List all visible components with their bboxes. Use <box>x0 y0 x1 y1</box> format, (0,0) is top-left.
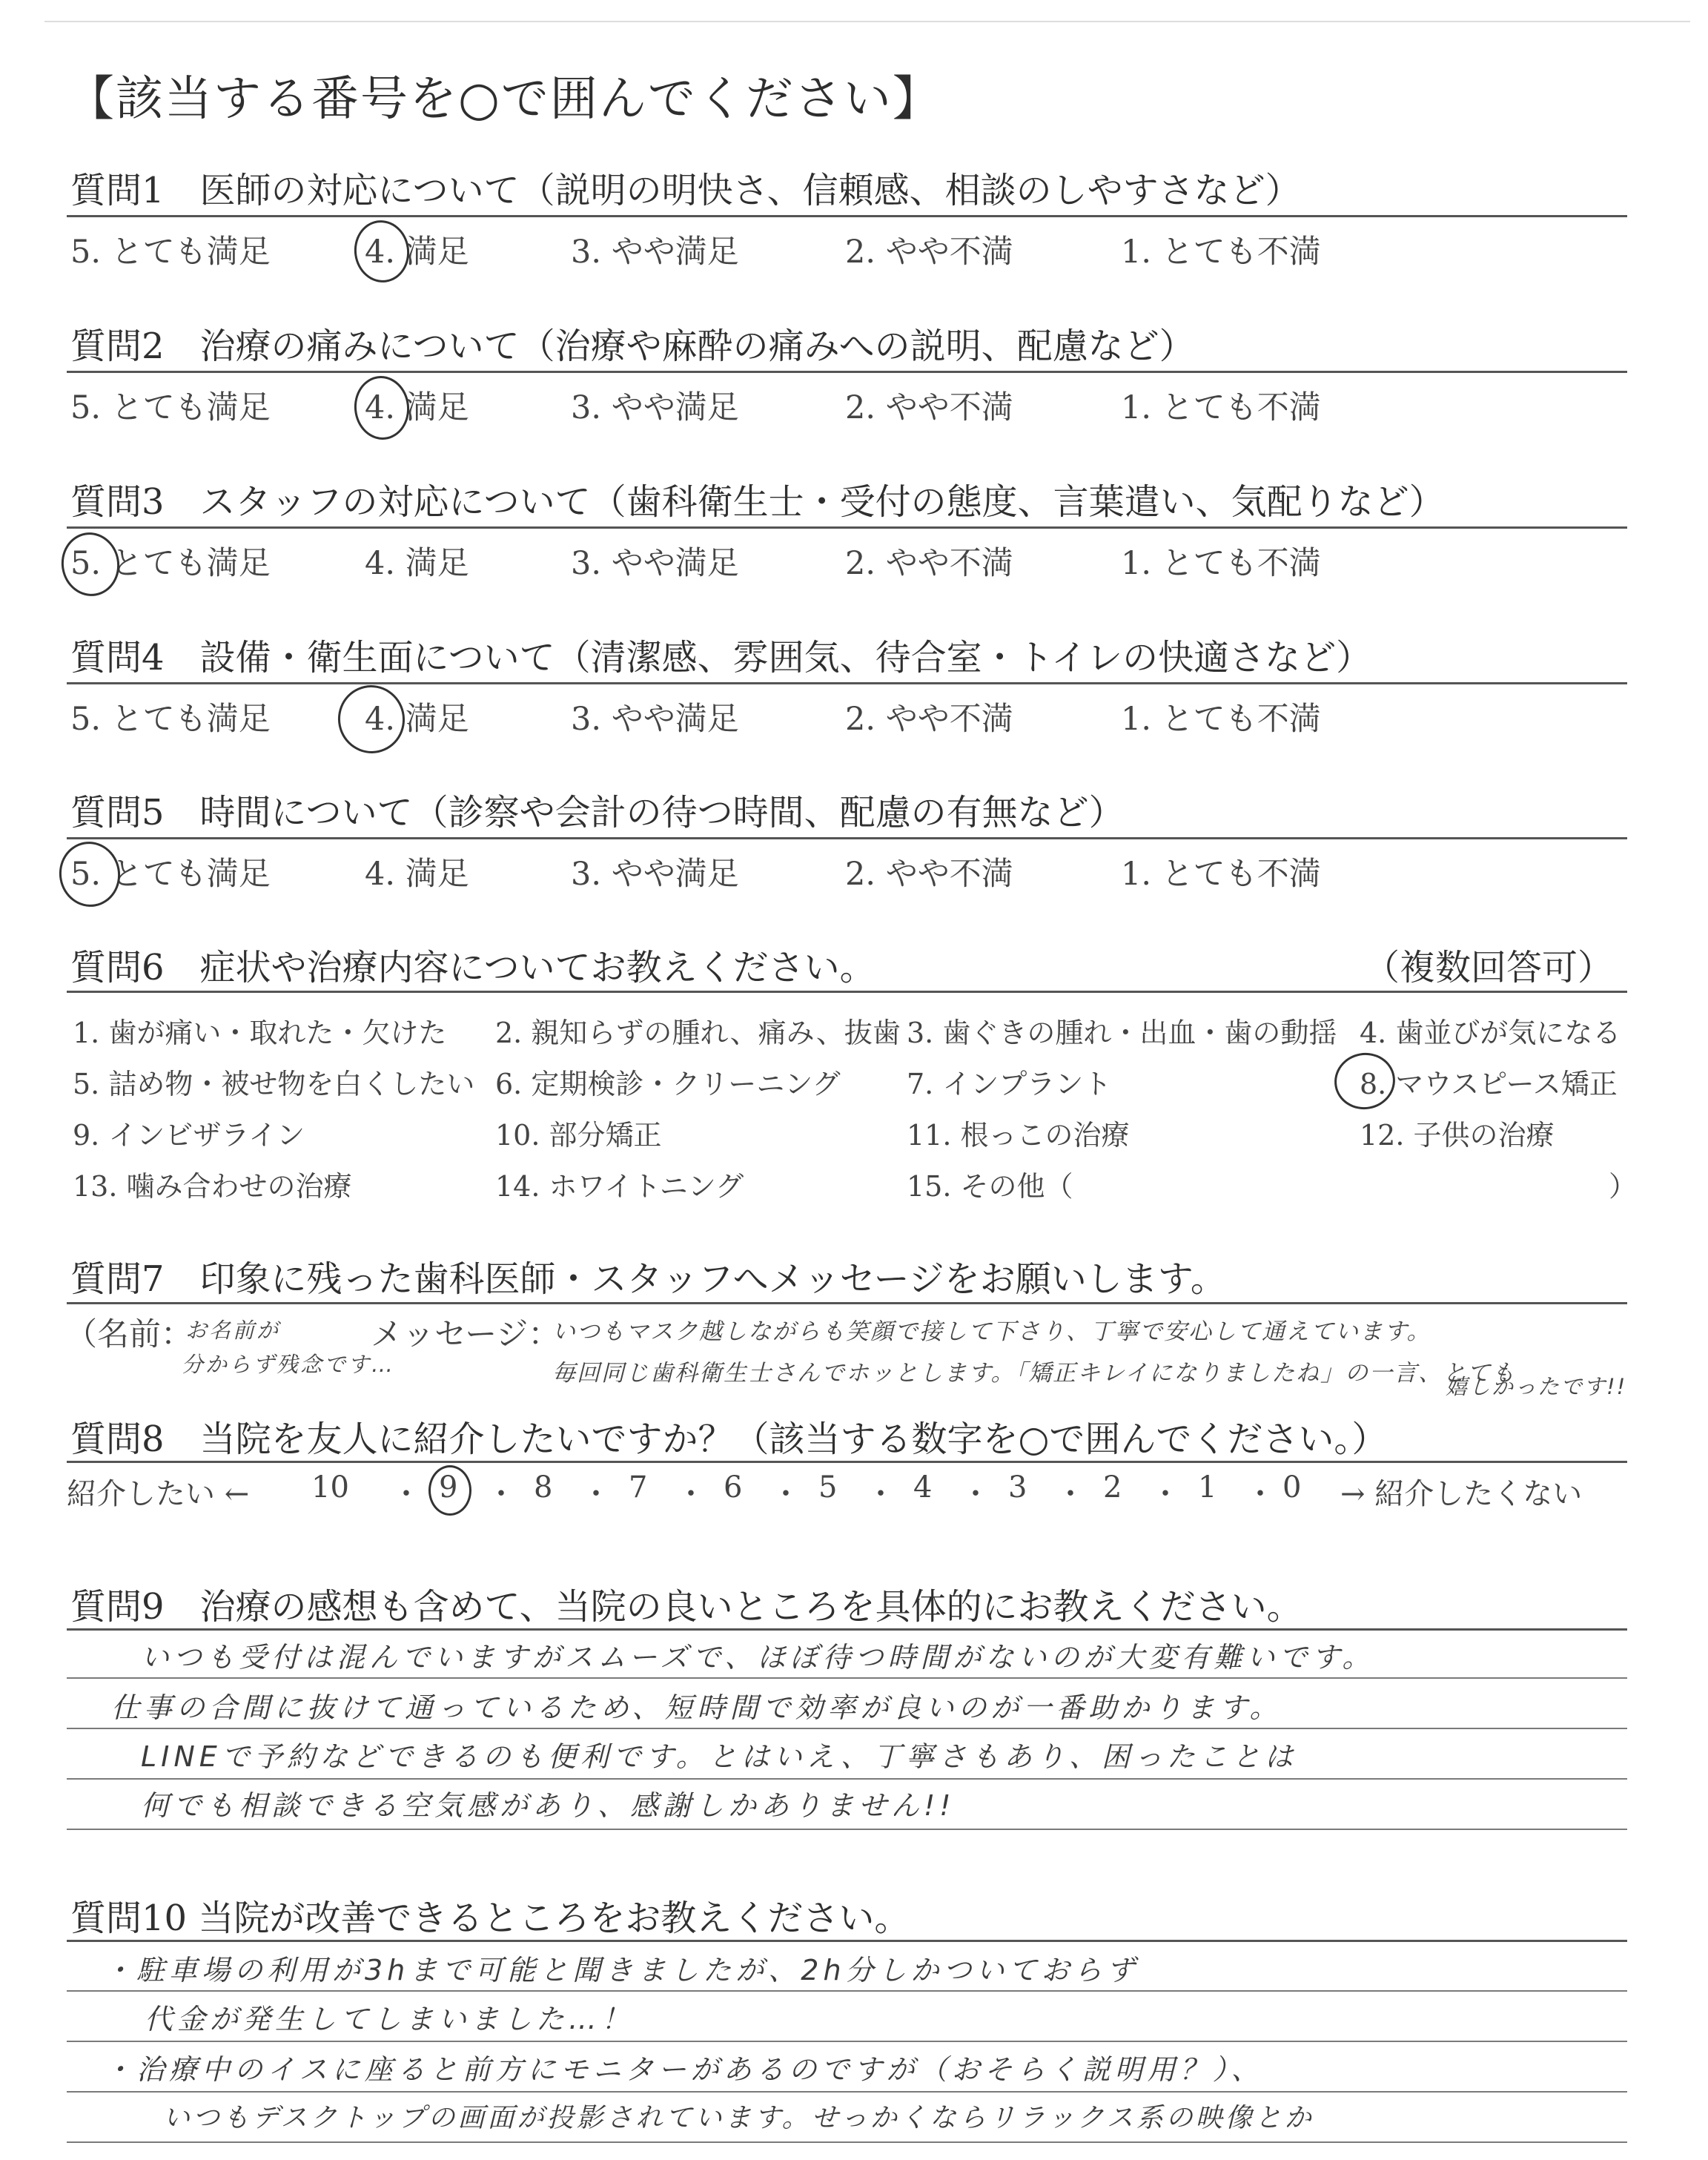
q8-scale-7[interactable]: 7 <box>629 1470 648 1505</box>
question-4-rule <box>67 682 1627 684</box>
q8-scale-0[interactable]: 0 <box>1282 1470 1302 1505</box>
question-9-title: 質問9 治療の感想も含めて、当院の良いところを具体的にお教えください。 <box>70 1586 1302 1628</box>
q6-option-8[interactable]: 8. マウスピース矯正 <box>1360 1068 1618 1100</box>
q2-option-1[interactable]: 1. とても不満 <box>1121 389 1321 426</box>
q8-scale-1[interactable]: 1 <box>1198 1470 1217 1505</box>
q8-scale-dot: ・ <box>581 1477 611 1511</box>
q8-scale-4[interactable]: 4 <box>913 1470 933 1505</box>
q6-other-close-paren: ） <box>1609 1170 1638 1203</box>
q10-answer-line-3: ・治療中のイスに座ると前方にモニターがあるのですが（おそらく説明用？）、 <box>104 2053 1264 2086</box>
q8-selection-circle <box>428 1465 471 1516</box>
q7-message-line-1: いつもマスク越しながらも笑顔で接して下さり、丁寧で安心して通えています。 <box>552 1318 1431 1345</box>
question-6-multiple-note: （複数回答可） <box>1364 947 1614 988</box>
q10-answer-line-2: 代金が発生してしまいました…！ <box>145 2003 635 2035</box>
q9-writing-line <box>67 1677 1627 1679</box>
q6-option-15-other[interactable]: 15. その他（ <box>907 1170 1073 1203</box>
question-2-title: 質問2 治療の痛みについて（治療や麻酔の痛みへの説明、配慮など） <box>70 326 1195 367</box>
question-8-rule <box>67 1461 1627 1463</box>
q8-scale-3[interactable]: 3 <box>1008 1470 1027 1505</box>
q9-writing-line <box>67 1728 1627 1729</box>
q4-selection-circle <box>331 679 411 760</box>
q1-option-4[interactable]: 4. 満足 <box>365 234 469 271</box>
top-scan-line <box>44 21 1690 22</box>
q8-scale-2[interactable]: 2 <box>1103 1470 1122 1505</box>
q8-scale-dot: ・ <box>961 1477 990 1511</box>
q8-scale-10[interactable]: 10 <box>311 1470 349 1505</box>
q9-answer-line-3: LINEで予約などできるのも便利です。とはいえ、丁寧さもあり、困ったことは <box>141 1740 1298 1773</box>
question-5-title: 質問5 時間について（診察や会計の待つ時間、配慮の有無など） <box>70 792 1125 833</box>
question-10-rule <box>67 1940 1627 1942</box>
question-6-title: 質問6 症状や治療内容についてお教えください。 <box>70 947 875 988</box>
q2-option-3[interactable]: 3. やや満足 <box>571 389 739 426</box>
q10-writing-line <box>67 2141 1627 2143</box>
q6-option-10[interactable]: 10. 部分矯正 <box>495 1119 662 1152</box>
question-7-rule <box>67 1302 1627 1304</box>
q4-option-4[interactable]: 4. 満足 <box>365 701 469 738</box>
q6-option-13[interactable]: 13. 噛み合わせの治療 <box>73 1170 352 1203</box>
q1-option-2[interactable]: 2. やや不満 <box>845 234 1013 271</box>
q5-selection-circle <box>54 837 125 912</box>
q7-message-line-2: 毎回同じ歯科衛生士さんでホッとします。「矯正キレイになりましたね」の一言、とても <box>552 1360 1517 1387</box>
q6-option-6[interactable]: 6. 定期検診・クリーニング <box>495 1068 841 1100</box>
question-6-rule <box>67 991 1627 993</box>
question-2-rule <box>67 371 1627 373</box>
question-9-rule <box>67 1628 1627 1631</box>
question-3-title: 質問3 スタッフの対応について（歯科衛生士・受付の態度、言葉遣い、気配りなど） <box>70 481 1445 523</box>
q4-option-1[interactable]: 1. とても不満 <box>1121 701 1321 738</box>
question-3-rule <box>67 526 1627 529</box>
question-8-title: 質問8 当院を友人に紹介したいですか？（該当する数字を○で囲んでください。） <box>70 1418 1388 1460</box>
q3-option-5[interactable]: 5. とても満足 <box>70 545 271 582</box>
q8-scale-dot: ・ <box>676 1477 706 1511</box>
q6-option-1[interactable]: 1. 歯が痛い・取れた・欠けた <box>73 1017 447 1049</box>
q5-option-3[interactable]: 3. やや満足 <box>571 856 739 893</box>
q6-option-9[interactable]: 9. インビザライン <box>73 1119 305 1152</box>
q4-option-2[interactable]: 2. やや不満 <box>845 701 1013 738</box>
q1-option-5[interactable]: 5. とても満足 <box>70 234 271 271</box>
q8-scale-8[interactable]: 8 <box>534 1470 553 1505</box>
q6-selection-circle <box>1330 1048 1400 1114</box>
q9-answer-line-2: 仕事の合間に抜けて通っているため、短時間で効率が良いのが一番助かります。 <box>111 1691 1282 1724</box>
q4-option-3[interactable]: 3. やや満足 <box>571 701 739 738</box>
q3-option-4[interactable]: 4. 満足 <box>365 545 469 582</box>
q8-scale-dot: ・ <box>391 1477 421 1511</box>
q5-option-2[interactable]: 2. やや不満 <box>845 856 1013 893</box>
question-4-title: 質問4 設備・衛生面について（清潔感、雰囲気、待合室・トイレの快適さなど） <box>70 637 1372 678</box>
q8-scale-dot: ・ <box>866 1477 896 1511</box>
q6-option-5[interactable]: 5. 詰め物・被せ物を白くしたい <box>73 1068 475 1100</box>
q3-option-2[interactable]: 2. やや不満 <box>845 545 1013 582</box>
q10-writing-line <box>67 1990 1627 1992</box>
question-1-rule <box>67 215 1627 217</box>
question-10-title: 質問10 当院が改善できるところをお教えください。 <box>70 1898 910 1939</box>
q6-option-14[interactable]: 14. ホワイトニング <box>495 1170 744 1203</box>
q10-answer-line-1: ・駐車場の利用が3hまで可能と聞きましたが、2h分しかついておらず <box>104 1954 1139 1986</box>
q3-option-3[interactable]: 3. やや満足 <box>571 545 739 582</box>
q8-scale-right-label: → 紹介したくない <box>1340 1477 1583 1511</box>
q10-writing-line <box>67 2041 1627 2042</box>
q6-option-4[interactable]: 4. 歯並びが気になる <box>1360 1017 1621 1049</box>
q10-answer-line-4: いつもデスクトップの画面が投影されています。せっかくならリラックス系の映像とか <box>163 2103 1314 2133</box>
q4-option-5[interactable]: 5. とても満足 <box>70 701 271 738</box>
q8-scale-dot: ・ <box>1056 1477 1085 1511</box>
q6-option-3[interactable]: 3. 歯ぐきの腫れ・出血・歯の動揺 <box>907 1017 1337 1049</box>
q2-option-5[interactable]: 5. とても満足 <box>70 389 271 426</box>
q8-scale-9[interactable]: 9 <box>439 1470 458 1505</box>
q8-scale-dot: ・ <box>771 1477 801 1511</box>
question-1-title: 質問1 医師の対応について（説明の明快さ、信頼感、相談のしやすさなど） <box>70 170 1301 211</box>
q3-option-1[interactable]: 1. とても不満 <box>1121 545 1321 582</box>
q2-option-4[interactable]: 4. 満足 <box>365 389 469 426</box>
q9-answer-line-1: いつも受付は混んでいますがスムーズで、ほぼ待つ時間がないのが大変有難いです。 <box>141 1641 1375 1674</box>
q2-option-2[interactable]: 2. やや不満 <box>845 389 1013 426</box>
q8-scale-dot: ・ <box>486 1477 516 1511</box>
q1-option-1[interactable]: 1. とても不満 <box>1121 234 1321 271</box>
question-5-rule <box>67 837 1627 839</box>
q1-option-3[interactable]: 3. やや満足 <box>571 234 739 271</box>
q6-option-2[interactable]: 2. 親知らずの腫れ、痛み、抜歯 <box>495 1017 901 1049</box>
q7-name-handwritten-1: お名前が <box>185 1318 281 1343</box>
question-7-title: 質問7 印象に残った歯科医師・スタッフへメッセージをお願いします。 <box>70 1258 1226 1300</box>
q5-option-1[interactable]: 1. とても不満 <box>1121 856 1321 893</box>
q8-scale-dot: ・ <box>1151 1477 1180 1511</box>
q5-option-4[interactable]: 4. 満足 <box>365 856 469 893</box>
q9-writing-line <box>67 1778 1627 1780</box>
q9-answer-line-4: 何でも相談できる空気感があり、感謝しかありません!! <box>141 1789 956 1822</box>
q8-scale-dot: ・ <box>1245 1477 1275 1511</box>
q7-name-label: （名前： <box>65 1316 193 1353</box>
q8-scale-left-label: 紹介したい ← <box>67 1477 250 1511</box>
q7-message-label: メッセージ： <box>371 1316 560 1353</box>
q7-message-line-3: 嬉しかったです!! <box>1446 1374 1627 1399</box>
q10-writing-line <box>67 2091 1627 2093</box>
q9-writing-line <box>67 1829 1627 1830</box>
q8-scale-6[interactable]: 6 <box>724 1470 743 1505</box>
q6-option-11[interactable]: 11. 根っこの治療 <box>907 1119 1130 1152</box>
q6-option-7[interactable]: 7. インプラント <box>907 1068 1112 1100</box>
q6-option-12[interactable]: 12. 子供の治療 <box>1360 1119 1555 1152</box>
form-instruction-title: 【該当する番号を○で囲んでください】 <box>67 72 941 127</box>
q8-scale-5[interactable]: 5 <box>818 1470 838 1505</box>
q7-name-handwritten-2: 分からず残念です… <box>182 1352 396 1377</box>
q5-option-5[interactable]: 5. とても満足 <box>70 856 271 893</box>
